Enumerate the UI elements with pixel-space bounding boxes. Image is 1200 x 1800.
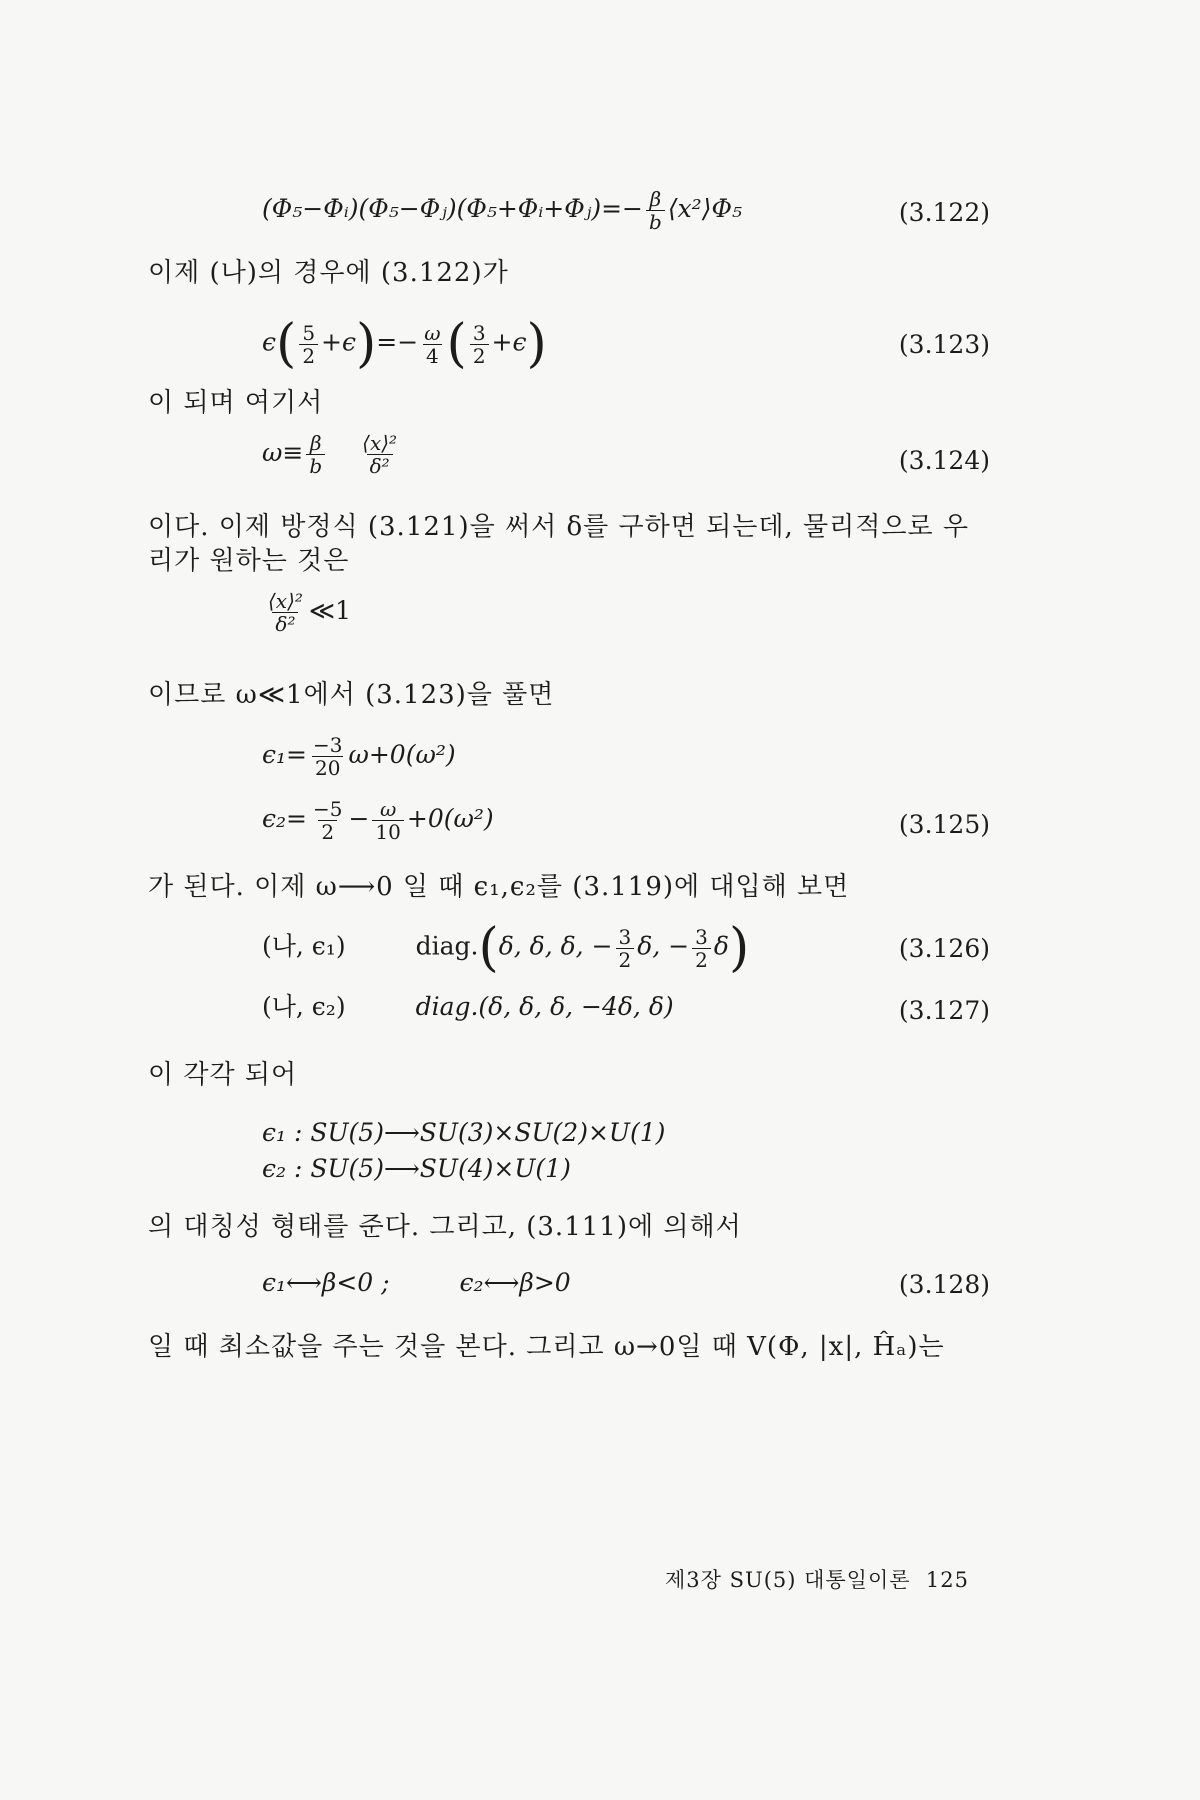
eq125a-frac [310,734,345,779]
body-line-6: 이 각각 되어 [148,1060,298,1090]
equation-number-3-127: (3.127) [898,996,990,1025]
eq124-d2: δ² [367,454,393,477]
eq123-n1: 5 [302,320,316,345]
ineq-den: δ² [272,612,298,635]
eq125b-mid: − [348,804,370,833]
eq124-d1: b [306,454,325,477]
eq125b-n1: −5 [312,797,343,821]
eq123-d1: 2 [299,344,318,367]
running-footer [665,1564,969,1594]
eq126-rparen: ) [728,918,750,978]
eq126-d2: 2 [692,948,711,971]
equation-3-127 [262,992,674,1022]
eq126-lparen: ( [478,918,499,978]
inequality-condition [262,590,351,635]
eq124-n1: β [309,431,322,455]
eq123-n3: 3 [472,320,486,345]
eq124-n2: ⟨x⟩² [362,431,398,455]
eq127-expr: diag.(δ, δ, δ, −4δ, δ) [415,992,674,1021]
eq124-frac2 [359,432,400,477]
eq126-a: diag. [415,931,479,961]
eq123-e: +ϵ [491,327,527,357]
eq125b-d1: 2 [318,820,337,843]
eq123-c: =− [376,327,419,357]
body-line-3a: 이다. 이제 방정식 (3.121)을 써서 δ를 구하면 되는데, 물리적으로 우 [148,512,969,542]
ineq-rhs: ≪1 [308,596,351,625]
symmetry-breaking-2: ϵ₂ : SU(5)⟶SU(4)×U(1) [262,1154,571,1183]
equation-number-3-124: (3.124) [898,446,990,475]
eq123-frac2 [421,322,443,367]
eq126-c: δ, − [637,931,690,961]
body-line-1: 이제 (나)의 경우에 (3.122)가 [148,258,509,288]
equation-number-3-125: (3.125) [898,810,990,839]
eq122-lhs: (Φ₅−Φᵢ)(Φ₅−Φⱼ)(Φ₅+Φᵢ+Φⱼ)=− [262,194,644,223]
eq126-b: δ, δ, δ, − [498,931,613,961]
eq126-frac1 [616,926,635,971]
eq122-den: b [646,210,665,233]
eq128-b: ϵ₂⟷β>0 [459,1268,571,1297]
footer-chapter: 제3장 SU(5) 대통일이론 [665,1568,911,1592]
eq123-rparen2: ) [526,314,547,374]
page-number: 125 [925,1568,969,1592]
body-line-8: 일 때 최소값을 주는 것을 본다. 그리고 ω→0일 때 V(Φ, |x|, Ĥₐ)는 [148,1332,945,1362]
body-line-5: 가 된다. 이제 ω⟶0 일 때 ϵ₁,ϵ₂를 (3.119)에 대입해 보면 [148,872,850,902]
eq123-d2: 4 [423,344,442,367]
equation-3-128 [262,1268,571,1298]
equation-3-126 [262,918,750,978]
eq124-frac1 [306,432,325,477]
eq122-num: β [649,187,662,211]
eq125b-frac1 [310,798,345,843]
body-line-2: 이 되며 여기서 [148,388,324,418]
eq125b-lhs: ϵ₂= [262,804,307,833]
eq125a-lhs: ϵ₁= [262,740,307,769]
eq122-rhs: ⟨x²⟩Φ₅ [667,194,742,223]
equation-3-124 [262,432,403,477]
eq124-a: ω≡ [262,438,304,467]
body-line-3b: 리가 원하는 것은 [148,546,350,576]
eq123-lparen2: ( [446,314,467,374]
eq125b-d2: 10 [372,820,403,843]
eq123-n2: ω [424,320,441,345]
body-line-4: 이므로 ω≪1에서 (3.123)을 풀면 [148,680,555,710]
eq126-n1: 3 [618,924,632,949]
eq123-b: +ϵ [321,327,356,357]
eq126-n2: 3 [695,924,708,949]
equation-3-125b [262,798,494,843]
body-line-7: 의 대칭성 형태를 준다. 그리고, (3.111)에 의해서 [148,1212,742,1242]
equation-3-122 [262,188,742,233]
eq125a-den: 20 [312,756,343,779]
eq123-rparen: ) [356,314,377,374]
eq123-a: ϵ [262,327,277,357]
eq123-frac3 [470,322,489,367]
equation-3-125a [262,734,456,779]
eq127-label: (나, ϵ₂) [262,992,346,1021]
eq125b-frac2 [372,798,403,843]
eq125a-num: −3 [312,733,343,757]
equation-number-3-126: (3.126) [898,934,990,963]
ineq-num: ⟨x⟩² [268,589,303,613]
eq126-label: (나, ϵ₁) [262,931,346,961]
eq123-d3: 2 [470,344,489,367]
eq128-a: ϵ₁⟷β<0 ; [262,1268,390,1297]
equation-3-123 [262,314,547,374]
equation-number-3-128: (3.128) [898,1270,990,1299]
eq126-frac2 [692,926,711,971]
eq123-frac1 [299,322,318,367]
eq126-d1: 2 [616,948,635,971]
eq125a-rhs: ω+0(ω²) [348,740,456,769]
equation-number-3-123: (3.123) [898,330,990,359]
eq125b-n2: ω [379,797,397,821]
eq122-fraction [646,188,665,233]
eq126-e: δ [713,931,729,961]
eq123-lparen: ( [276,314,297,374]
equation-number-3-122: (3.122) [898,198,990,227]
symmetry-breaking-1: ϵ₁ : SU(5)⟶SU(3)×SU(2)×U(1) [262,1118,666,1147]
eq125b-rhs: +0(ω²) [406,804,494,833]
ineq-frac [265,590,306,635]
